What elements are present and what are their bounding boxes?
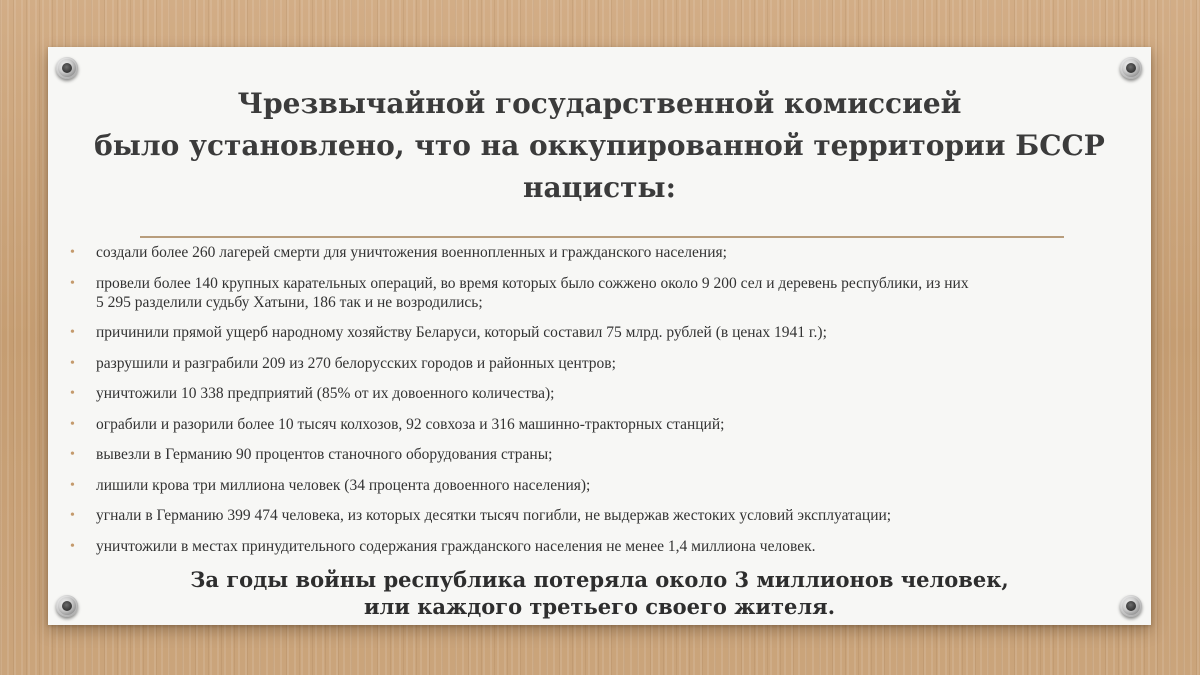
list-item-text: разрушили и разграбили 209 из 270 белорусских городов и районных центров; — [96, 354, 616, 372]
list-item — [70, 274, 1130, 312]
bullet-icon: • — [70, 325, 75, 340]
bullet-icon: • — [70, 386, 75, 401]
list-item — [70, 476, 1130, 495]
pushpin-icon — [1120, 57, 1142, 79]
title-line: Чрезвычайной государственной комиссией — [237, 87, 962, 120]
list-item-text: ограбили и разорили более 10 тысяч колхозов, 92 совхоза и 316 машинно-тракторных станций; — [96, 415, 725, 433]
title-divider — [140, 236, 1064, 238]
title-line: было установлено, что на оккупированной территории БССР — [94, 129, 1105, 162]
list-item-text: 5 295 разделили судьбу Хатыни, 186 так и не возродились; — [96, 293, 483, 311]
conclusion — [48, 566, 1151, 620]
list-item-text: вывезли в Германию 90 процентов станочного оборудования страны; — [96, 446, 553, 463]
conclusion-line: За годы войны республика потеряла около 3 миллионов человек, — [190, 567, 1009, 592]
bullet-list — [70, 243, 1130, 567]
bullet-icon: • — [70, 275, 75, 291]
bullet-icon: • — [70, 508, 75, 523]
list-item-text: провели более 140 крупных карательных операций, во время которых было сожжено около 9 200 сел и деревень республики, из них — [96, 274, 969, 292]
list-item — [70, 354, 1130, 373]
title-line: нацисты: — [523, 171, 676, 204]
list-item-text: уничтожили в местах принудительного содержания гражданского населения не менее 1,4 миллиона человек. — [96, 537, 816, 555]
bullet-icon: • — [70, 538, 75, 554]
list-item — [70, 384, 1130, 403]
bullet-icon: • — [70, 245, 75, 260]
list-item — [70, 323, 1130, 342]
list-item — [70, 445, 1130, 464]
slide-title — [48, 83, 1151, 209]
pushpin-icon — [56, 57, 78, 79]
list-item — [70, 537, 1130, 556]
list-item — [70, 506, 1130, 525]
list-item-text: уничтожили 10 338 предприятий (85% от их довоенного количества); — [96, 385, 555, 402]
bullet-icon: • — [70, 355, 75, 371]
list-item-text: создали более 260 лагерей смерти для уничтожения военнопленных и гражданского населения; — [96, 244, 727, 261]
list-item-text: лишили крова три миллиона человек (34 процента довоенного населения); — [96, 476, 591, 494]
list-item — [70, 415, 1130, 434]
conclusion-line: или каждого третьего своего жителя. — [363, 594, 836, 619]
list-item — [70, 243, 1130, 262]
list-item-text: причинили прямой ущерб народному хозяйству Беларуси, который составил 75 млрд. рублей (в ценах 1941 г.); — [96, 324, 827, 341]
bullet-icon: • — [70, 447, 75, 462]
bullet-icon: • — [70, 416, 75, 432]
bullet-icon: • — [70, 477, 75, 493]
list-item-text: угнали в Германию 399 474 человека, из которых десятки тысяч погибли, не выдержав жестоких условий эксплуатации; — [96, 507, 892, 524]
